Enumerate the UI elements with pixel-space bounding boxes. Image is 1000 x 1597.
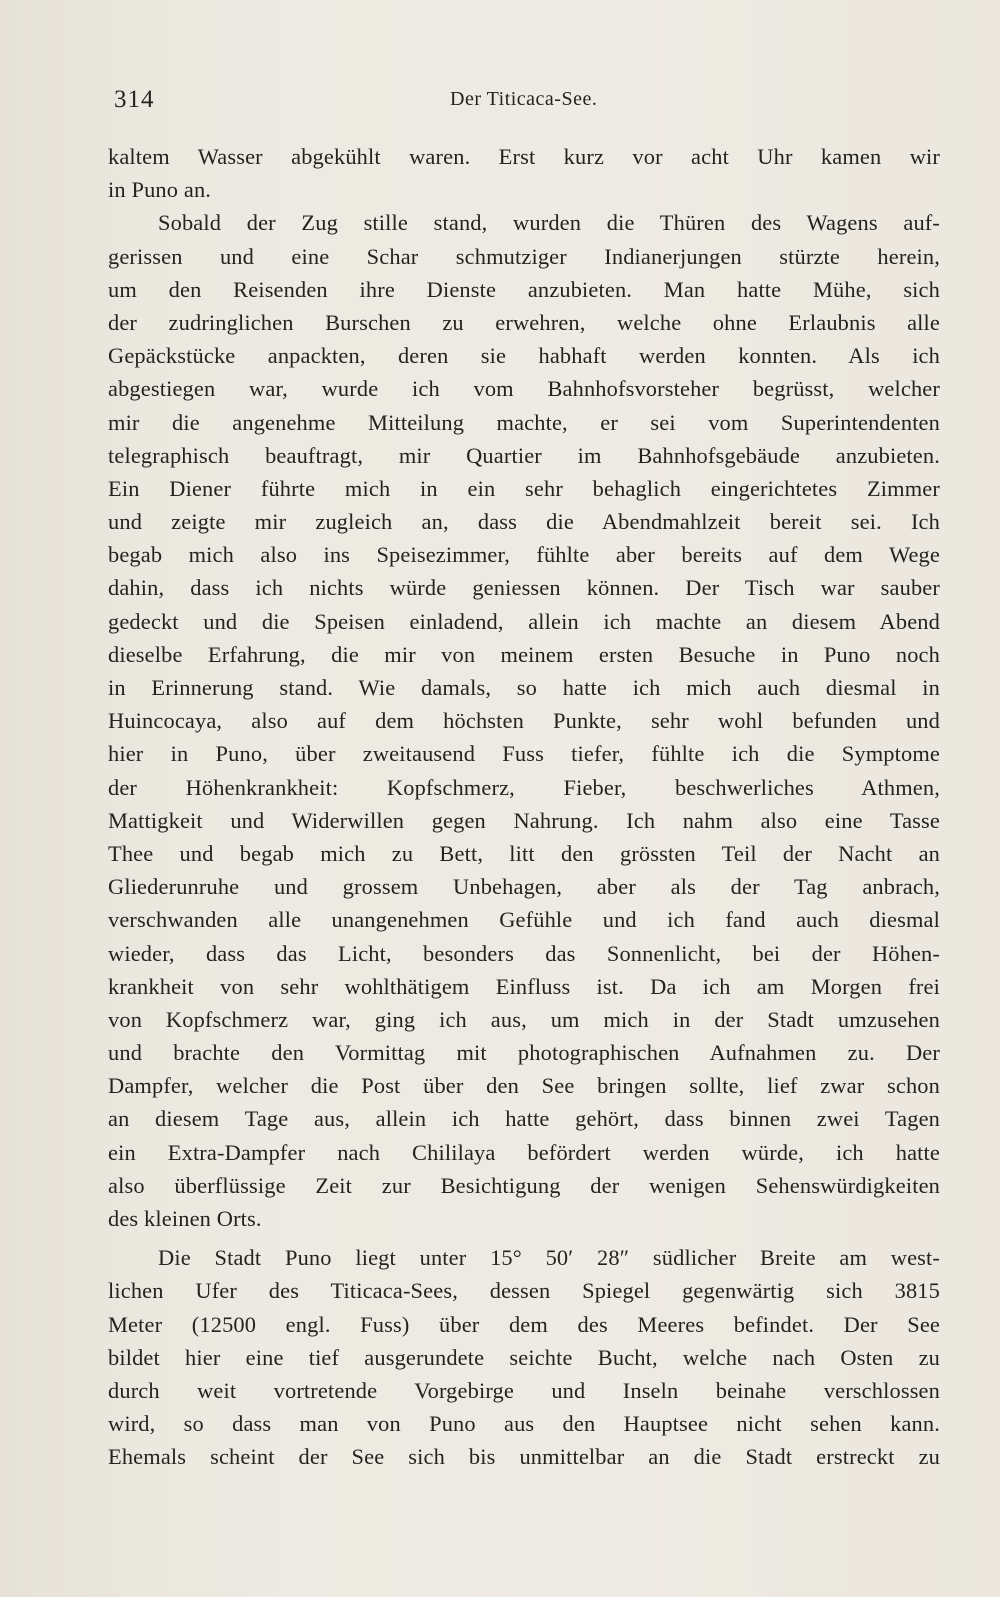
paragraph	[108, 1241, 940, 1473]
text-line: in Erinnerung stand. Wie damals, so hatte ich mich auch diesmal in	[108, 675, 940, 700]
text-line: also überflüssige Zeit zur Besichtigung der wenigen Sehenswürdigkeiten	[108, 1172, 940, 1198]
text-line: Mattigkeit und Widerwillen gegen Nahrung. Ich nahm also eine Tasse	[108, 807, 940, 833]
text-line: telegraphisch beauftragt, mir Quartier im Bahnhofsgebäude anzubieten.	[108, 442, 940, 468]
text-line: ein Extra-Dampfer nach Chililaya befördert werden würde, ich hatte	[108, 1139, 940, 1165]
page-number: 314	[114, 86, 155, 113]
body-text	[108, 140, 940, 1474]
text-line: gerissen und eine Schar schmutziger Indianerjungen stürzte herein,	[108, 243, 940, 269]
text-line: der zudringlichen Burschen zu erwehren, welche ohne Erlaubnis alle	[108, 309, 940, 335]
text-line: lichen Ufer des Titicaca-Sees, dessen Spiegel gegenwärtig sich 3815	[108, 1278, 940, 1304]
text-line: gedeckt und die Speisen einladend, allein ich machte an diesem Abend	[108, 608, 940, 634]
text-line: begab mich also ins Speisezimmer, fühlte aber bereits auf dem Wege	[108, 542, 940, 568]
text-line: von Kopfschmerz war, ging ich aus, um mich in der Stadt umzusehen	[108, 1006, 940, 1032]
text-line: Thee und begab mich zu Bett, litt den grössten Teil der Nacht an	[108, 840, 940, 866]
paragraph	[108, 206, 940, 1235]
text-line: Huincocaya, also auf dem höchsten Punkte, sehr wohl befunden und	[108, 708, 940, 734]
text-line: der Höhenkrankheit: Kopfschmerz, Fieber, beschwerliches Athmen,	[108, 774, 940, 800]
text-line: hier in Puno, über zweitausend Fuss tiefer, fühlte ich die Symptome	[108, 741, 940, 767]
text-line: bildet hier eine tief ausgerundete seichte Bucht, welche nach Osten zu	[108, 1344, 940, 1370]
running-title: Der Titicaca-See.	[450, 88, 598, 110]
text-line: und zeigte mir zugleich an, dass die Abendmahlzeit bereit sei. Ich	[108, 509, 940, 535]
text-line: Gepäckstücke anpackten, deren sie habhaft werden konnten. Als ich	[108, 343, 940, 369]
text-line: Die Stadt Puno liegt unter 15° 50′ 28″ südlicher Breite am west-	[158, 1245, 940, 1271]
text-line: durch weit vortretende Vorgebirge und Inseln beinahe verschlossen	[108, 1377, 940, 1403]
paragraph	[108, 140, 940, 206]
running-head	[110, 86, 940, 120]
text-line: Sobald der Zug stille stand, wurden die Thüren des Wagens auf-	[158, 210, 940, 236]
text-line: dieselbe Erfahrung, die mir von meinem ersten Besuche in Puno noch	[108, 641, 940, 667]
text-line: kaltem Wasser abgekühlt waren. Erst kurz vor acht Uhr kamen wir	[108, 144, 940, 169]
text-line: Ein Diener führte mich in ein sehr behaglich eingerichtetes Zimmer	[108, 475, 940, 501]
text-line: Ehemals scheint der See sich bis unmittelbar an die Stadt erstreckt zu	[108, 1444, 940, 1470]
text-line: wird, so dass man von Puno aus den Hauptsee nicht sehen kann.	[108, 1411, 940, 1437]
text-line: Gliederunruhe und grossem Unbehagen, aber als der Tag anbrach,	[108, 874, 940, 900]
text-line: um den Reisenden ihre Dienste anzubieten. Man hatte Mühe, sich	[108, 276, 940, 302]
text-line: wieder, dass das Licht, besonders das Sonnenlicht, bei der Höhen-	[108, 940, 940, 966]
text-line: in Puno an.	[108, 177, 212, 203]
text-line: Dampfer, welcher die Post über den See bringen sollte, lief zwar schon	[108, 1073, 940, 1099]
text-line: an diesem Tage aus, allein ich hatte gehört, dass binnen zwei Tagen	[108, 1106, 940, 1132]
text-line: Meter (12500 engl. Fuss) über dem des Meeres befindet. Der See	[108, 1311, 940, 1337]
text-line: krankheit von sehr wohlthätigem Einfluss ist. Da ich am Morgen frei	[108, 973, 940, 999]
text-line: mir die angenehme Mitteilung machte, er sei vom Superintendenten	[108, 409, 940, 435]
text-line: verschwanden alle unangenehmen Gefühle und ich fand auch diesmal	[108, 907, 940, 933]
text-line: abgestiegen war, wurde ich vom Bahnhofsvorsteher begrüsst, welcher	[108, 376, 940, 402]
text-line: dahin, dass ich nichts würde geniessen können. Der Tisch war sauber	[108, 575, 940, 601]
text-line: und brachte den Vormittag mit photographischen Aufnahmen zu. Der	[108, 1040, 940, 1066]
text-line: des kleinen Orts.	[108, 1206, 262, 1231]
